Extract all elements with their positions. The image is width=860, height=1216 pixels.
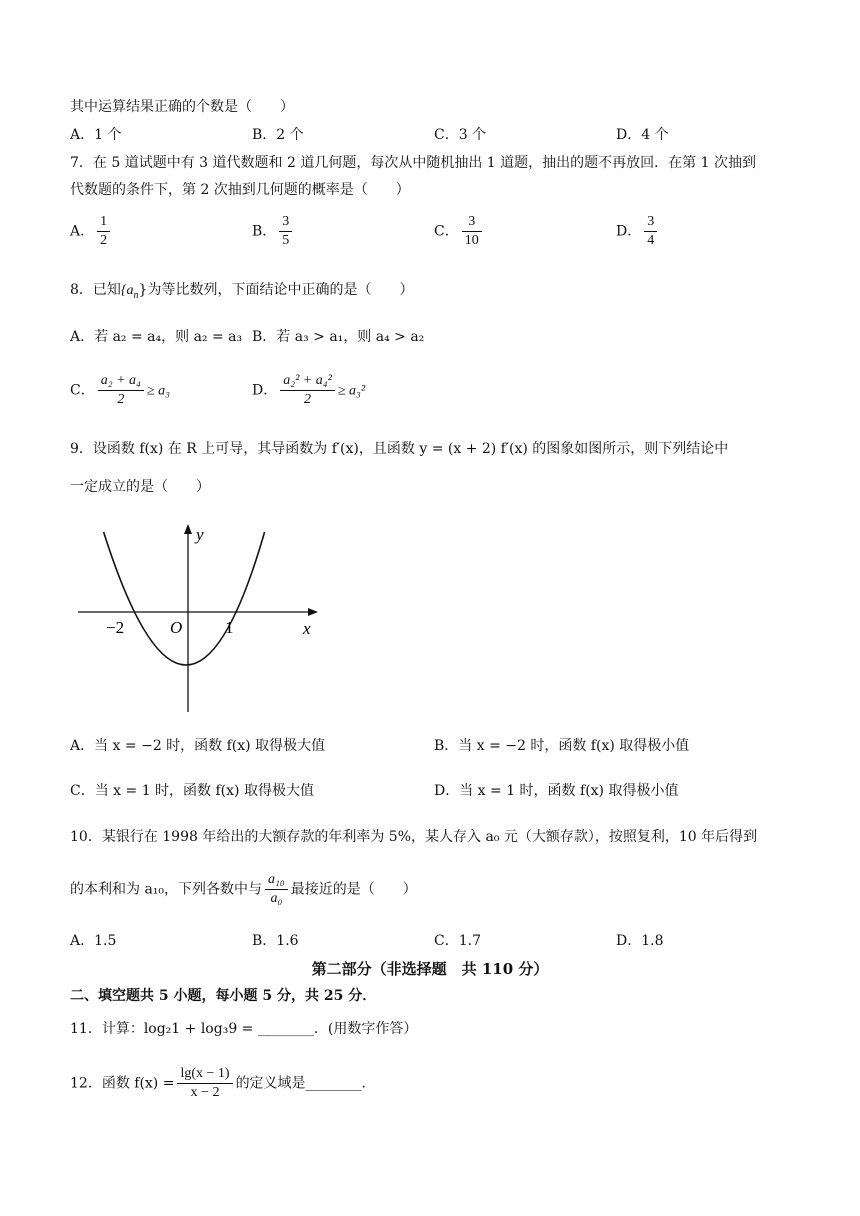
q12-function-fraction: [177, 1066, 232, 1101]
sequence-subscript: n: [133, 289, 139, 301]
q9-option-a: A．当 x = −2 时，函数 f(x) 取得极大值: [70, 738, 326, 754]
q12-stem-pre: 12．函数 f(x) =: [70, 1075, 175, 1092]
q10-stem-line2-post: 最接近的是（ ）: [290, 881, 417, 898]
fraction-denominator: x − 2: [190, 1085, 220, 1101]
tick-label-1: 1: [225, 618, 234, 637]
q7-stem-line1: 7．在 5 道试题中有 3 道代数题和 2 道几何题，每次从中随机抽出 1 道题，抽出的题不再放回．在第 1 次抽到: [70, 155, 756, 171]
fraction-denominator: 2: [304, 392, 312, 408]
q10-stem-line2: [70, 872, 417, 907]
q8-option-d-label: D．: [252, 382, 278, 399]
part-two-heading: 第二部分（非选择题 共 110 分）: [311, 960, 549, 978]
q10-option-d: D．1.8: [616, 933, 664, 949]
q7-option-c-fraction: [462, 214, 482, 249]
fraction-numerator: 3: [279, 214, 292, 232]
q7-option-b-label: B．: [252, 223, 277, 240]
q8-option-b: [252, 329, 424, 346]
q8-stem-pre: 8．已知: [70, 282, 121, 298]
q8-option-d: [252, 373, 365, 408]
fraction-denominator: 5: [282, 233, 290, 249]
fraction-denominator: 2: [100, 233, 108, 249]
fraction-numerator: 3: [644, 214, 657, 232]
origin-label: O: [170, 618, 183, 637]
q10-option-b: B．1.6: [252, 933, 299, 949]
x-axis-label: x: [303, 619, 311, 638]
q7-option-d-label: D．: [616, 223, 642, 240]
q7-option-a-label: A．: [70, 223, 95, 240]
q9-option-d: D．当 x = 1 时，函数 f(x) 取得极小值: [434, 783, 679, 799]
q8-option-c-label: C．: [70, 382, 95, 399]
q9-option-b: B．当 x = −2 时，函数 f(x) 取得极小值: [434, 738, 690, 754]
q8-stem: [70, 282, 413, 302]
q7-option-c: [434, 214, 485, 249]
q8-option-c-fraction: [98, 373, 144, 408]
q10-stem-line1: 10．某银行在 1998 年给出的大额存款的年利率为 5%，某人存入 a₀ 元（大额存款），按照复利，10 年后得到: [70, 829, 758, 845]
section-two-heading: 二、填空题共 5 小题，每小题 5 分，共 25 分．: [70, 988, 377, 1004]
fraction-numerator: lg(x − 1): [177, 1066, 232, 1084]
q8-option-b-label: B．: [252, 329, 277, 345]
q10-option-c: C．1.7: [434, 933, 481, 949]
q6-option-c: C．3 个: [434, 127, 487, 143]
fraction-numerator: 3: [462, 214, 482, 232]
question-6-stem-tail: 其中运算结果正确的个数是（ ）: [70, 99, 294, 115]
q8-option-a-text: 若 a₂ = a₄，则 a₂ = a₃: [94, 329, 243, 345]
q11-stem: 11．计算：log₂1 + log₃9 = ________．(用数字作答）: [70, 1021, 418, 1037]
q8-option-c: [70, 373, 170, 408]
q8-option-b-text: 若 a₃ > a₁，则 a₄ > a₂: [276, 329, 425, 345]
q8-option-c-tail: ≥ a₃: [146, 383, 170, 399]
q8-stem-post: 为等比数列，下面结论中正确的是（ ）: [147, 282, 414, 298]
q7-option-a-fraction: [97, 214, 110, 249]
q12-stem-post: 的定义域是________.: [235, 1075, 367, 1092]
fraction-numerator: a₂ + a₄: [98, 373, 144, 391]
curve-y-equals-x-plus-2-times-f-prime: [104, 532, 265, 665]
q8-option-d-fraction: [280, 373, 335, 408]
fraction-numerator: a₂² + a₄²: [280, 373, 335, 391]
q9-stem-line2: 一定成立的是（ ）: [70, 479, 210, 495]
q6-option-d: D．4 个: [616, 127, 669, 143]
q9-option-c: C．当 x = 1 时，函数 f(x) 取得极大值: [70, 783, 314, 799]
q7-option-b: [252, 214, 295, 249]
q12-stem: [70, 1066, 366, 1101]
q7-stem-line2: 代数题的条件下，第 2 次抽到几何题的概率是（ ）: [70, 182, 410, 198]
q7-option-a: [70, 214, 113, 249]
tick-label-neg-2: −2: [106, 618, 125, 637]
sequence-symbol: {a: [120, 283, 134, 298]
q9-stem-line1: 9．设函数 f(x) 在 R 上可导，其导函数为 f′(x)，且函数 y = (x + 2) f′(x) 的图象如图所示，则下列结论中: [70, 441, 729, 457]
q10-stem-line2-pre: 的本利和为 a₁₀，下列各数中与: [70, 881, 263, 898]
fraction-denominator: 4: [647, 233, 655, 249]
q8-option-d-tail: ≥ a₃²: [337, 383, 366, 399]
fraction-numerator: a₁₀: [265, 872, 288, 890]
q10-ratio-fraction: [265, 872, 288, 907]
q7-option-c-label: C．: [434, 223, 459, 240]
q10-option-a: A．1.5: [70, 933, 117, 949]
q8-option-a: [70, 329, 242, 346]
fraction-numerator: 1: [97, 214, 110, 232]
sequence-close: }: [138, 282, 148, 298]
fraction-denominator: 10: [464, 233, 479, 249]
q6-option-a: A．1 个: [70, 127, 122, 143]
q6-option-b: B．2 个: [252, 127, 304, 143]
q7-option-d-fraction: [644, 214, 657, 249]
q8-option-a-label: A．: [70, 329, 95, 345]
q9-function-graph: [72, 520, 322, 715]
q7-option-d: [616, 214, 660, 249]
y-axis-label: y: [196, 525, 204, 544]
fraction-denominator: a₀: [270, 891, 283, 907]
y-axis-arrow: [184, 524, 192, 534]
fraction-denominator: 2: [117, 392, 125, 408]
q7-option-b-fraction: [279, 214, 292, 249]
x-axis-arrow: [308, 608, 318, 616]
